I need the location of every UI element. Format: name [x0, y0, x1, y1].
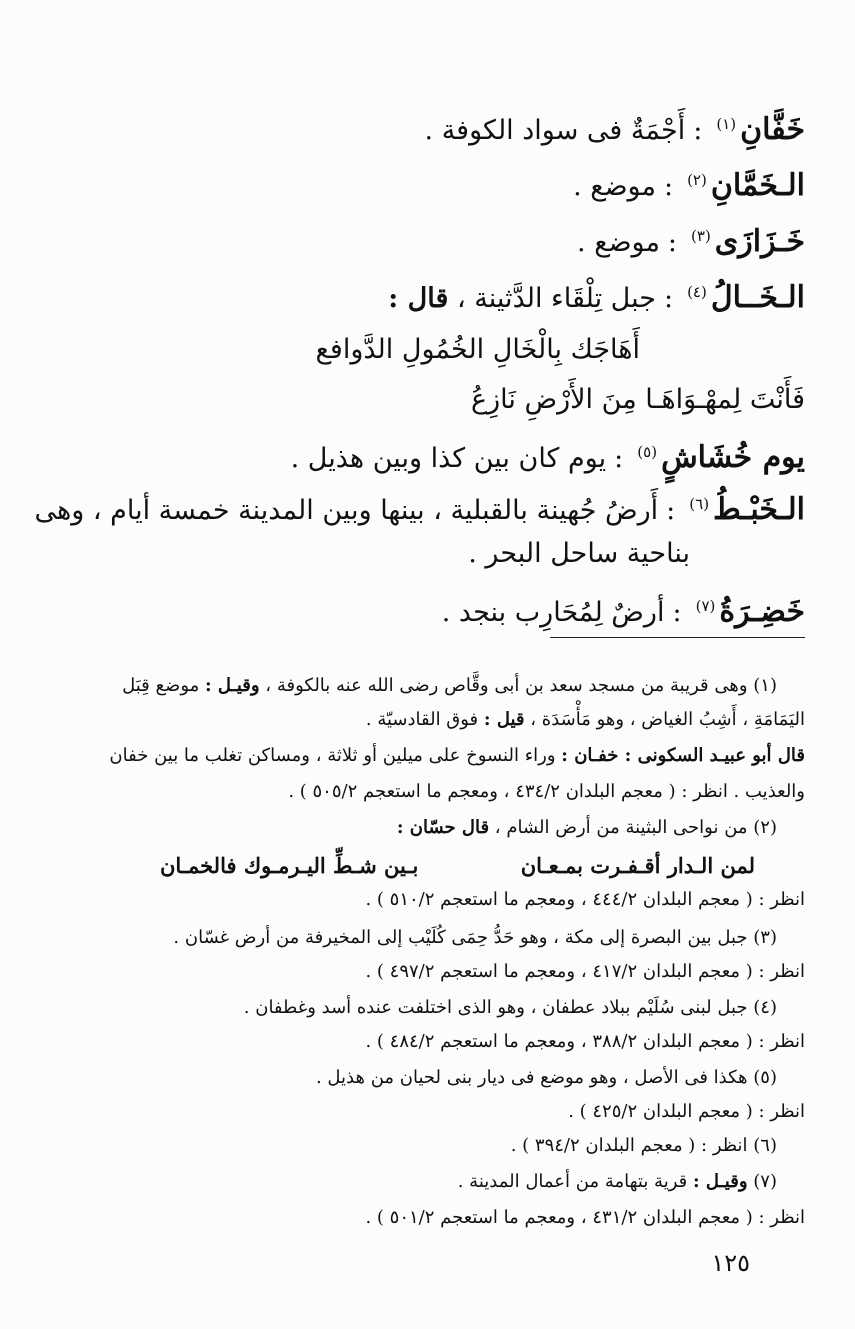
footnote-marker: (٢): [687, 171, 707, 189]
entry-khaffan: خَفَّانِ$^{(١)}$:أَجْمَةٌ فى سواد الكوفة .: [424, 112, 805, 147]
verse-line-2: فَأَنْتَ لِمهْـوَاهَـا مِنَ الأَرْضِ نَازِعُ: [471, 384, 805, 415]
entry-alkhal: الـخَــالُ$^{(٤)}$:جبل تِلْقَاء الدَّثينة ، قال :: [388, 280, 805, 315]
entry-definition: جبل تِلْقَاء الدَّثينة ،: [456, 283, 656, 314]
entry-definition: موضع .: [573, 171, 656, 202]
footnote-1-line-4: والعذيب . انظر : ( معجم البلدان ٤٣٤/٢ ، ومعجم ما استعجم ٥٠٥/٢ ) .: [288, 781, 805, 802]
footnote-separator: [550, 637, 805, 638]
qal-label: قال :: [388, 283, 449, 314]
footnote-marker: (٥): [637, 443, 658, 461]
footnote-2-line-1: (٢) من نواحى البثينة من أرض الشام ، قال حسّان :: [396, 817, 777, 838]
entry-definition: موضع .: [577, 227, 660, 258]
entry-headword: خَـزَازَى: [714, 224, 805, 259]
verse-line-1: أَهَاجَك بِالْخَالِ الخُمُولِ الدَّوافع: [315, 334, 640, 365]
footnote-5-line-1: (٥) هكذا فى الأصل ، وهو موضع فى ديار بنى لحيان من هذيل .: [315, 1067, 777, 1088]
footnote-1-line-1: (١) وهى قريبة من مسجد سعد بن أبى وقَّاص رضى الله عنه بالكوفة ، وقيـل : موضع قِبَل: [122, 675, 777, 696]
poem-hemistich-right: لمن الـدار أقـفـرت بمـعـان: [520, 853, 755, 878]
poem-hemistich-left: بـين شـطِّ اليـرمـوك فالخمـان: [160, 853, 419, 878]
entry-definition: يوم كان بين كذا وبين هذيل .: [290, 443, 607, 474]
entry-alkhamman: الـخَمَّانِ$^{(٢)}$:موضع .: [573, 168, 805, 203]
entry-headword: الـخَبْـطُ: [713, 492, 805, 527]
footnote-marker: (٣): [691, 227, 711, 245]
footnote-5-ref: انظر : ( معجم البلدان ٤٢٥/٢ ) .: [568, 1101, 805, 1122]
entry-headword: الـخَمَّانِ: [710, 168, 805, 203]
entry-alkhabt-continuation: بناحية ساحل البحر .: [468, 538, 690, 569]
footnote-1-line-2: اليَمَامَةِ ، أَشِبُ الغياض ، وهو مَأْسَدَة ، قيل : فوق القادسيّة .: [365, 709, 805, 730]
footnote-marker: (٧): [695, 597, 716, 615]
footnote-7-ref: انظر : ( معجم البلدان ٤٣١/٢ ، ومعجم ما استعجم ٥٠١/٢ ) .: [365, 1207, 805, 1228]
entry-definition: أرضٌ لِمُحَارِب بنجد .: [441, 597, 665, 628]
footnote-4-ref: انظر : ( معجم البلدان ٣٨٨/٢ ، ومعجم ما استعجم ٤٨٤/٢ ) .: [365, 1031, 805, 1052]
footnote-6-line-1: (٦) انظر : ( معجم البلدان ٣٩٤/٢ ) .: [510, 1135, 777, 1156]
footnote-4-line-1: (٤) جبل لبنى سُلَيْم ببلاد عطفان ، وهو الذى اختلفت عنده أسد وغطفان .: [243, 997, 777, 1018]
entry-definition: أَجْمَةٌ فى سواد الكوفة .: [424, 115, 686, 146]
entry-headword: يوم خُشَاشٍ: [661, 440, 805, 475]
entry-khadira: خَضِـرَةُ$^{(٧)}$:أرضٌ لِمُحَارِب بنجد .: [441, 594, 805, 629]
footnote-marker: (٦): [689, 495, 710, 513]
footnote-7-line-1: (٧) وقيـل : قرية بتهامة من أعمال المدينة .: [457, 1171, 777, 1192]
entry-definition: أَرضُ جُهينة بالقبلية ، بينها وبين المدينة خمسة أيام ، وهى: [34, 495, 659, 526]
footnote-3-ref: انظر : ( معجم البلدان ٤١٧/٢ ، ومعجم ما استعجم ٤٩٧/٢ ) .: [365, 961, 805, 982]
footnote-marker: (١): [716, 115, 737, 133]
entry-khazaza: خَـزَازَى$^{(٣)}$:موضع .: [577, 224, 805, 259]
entry-headword: خَفَّانِ: [740, 112, 805, 147]
footnote-marker: (٤): [687, 283, 707, 301]
entry-headword: خَضِـرَةُ: [719, 594, 805, 629]
footnote-2-poem: [160, 852, 755, 880]
footnote-2-ref: انظر : ( معجم البلدان ٤٤٤/٢ ، ومعجم ما استعجم ٥١٠/٢ ) .: [365, 889, 805, 910]
entry-headword: الـخَــالُ: [710, 280, 805, 315]
entry-yawm-khashash: يوم خُشَاشٍ$^{(٥)}$:يوم كان بين كذا وبين هذيل .: [290, 440, 805, 475]
footnote-3-line-1: (٣) جبل بين البصرة إلى مكة ، وهو حَدُّ حِمَى كُلَيْب إلى المخيرفة من أرض غسّان .: [173, 927, 777, 948]
page-number: ١٢٥: [711, 1249, 750, 1277]
entry-alkhabt: الـخَبْـطُ$^{(٦)}$:أَرضُ جُهينة بالقبلية ، بينها وبين المدينة خمسة أيام ، وهى: [34, 492, 805, 527]
footnote-1-line-3: قال أبو عبيـد السكونى : خفـان : وراء النسوخ على ميلين أو ثلاثة ، ومساكن تغلب ما بين خفان: [109, 745, 805, 766]
